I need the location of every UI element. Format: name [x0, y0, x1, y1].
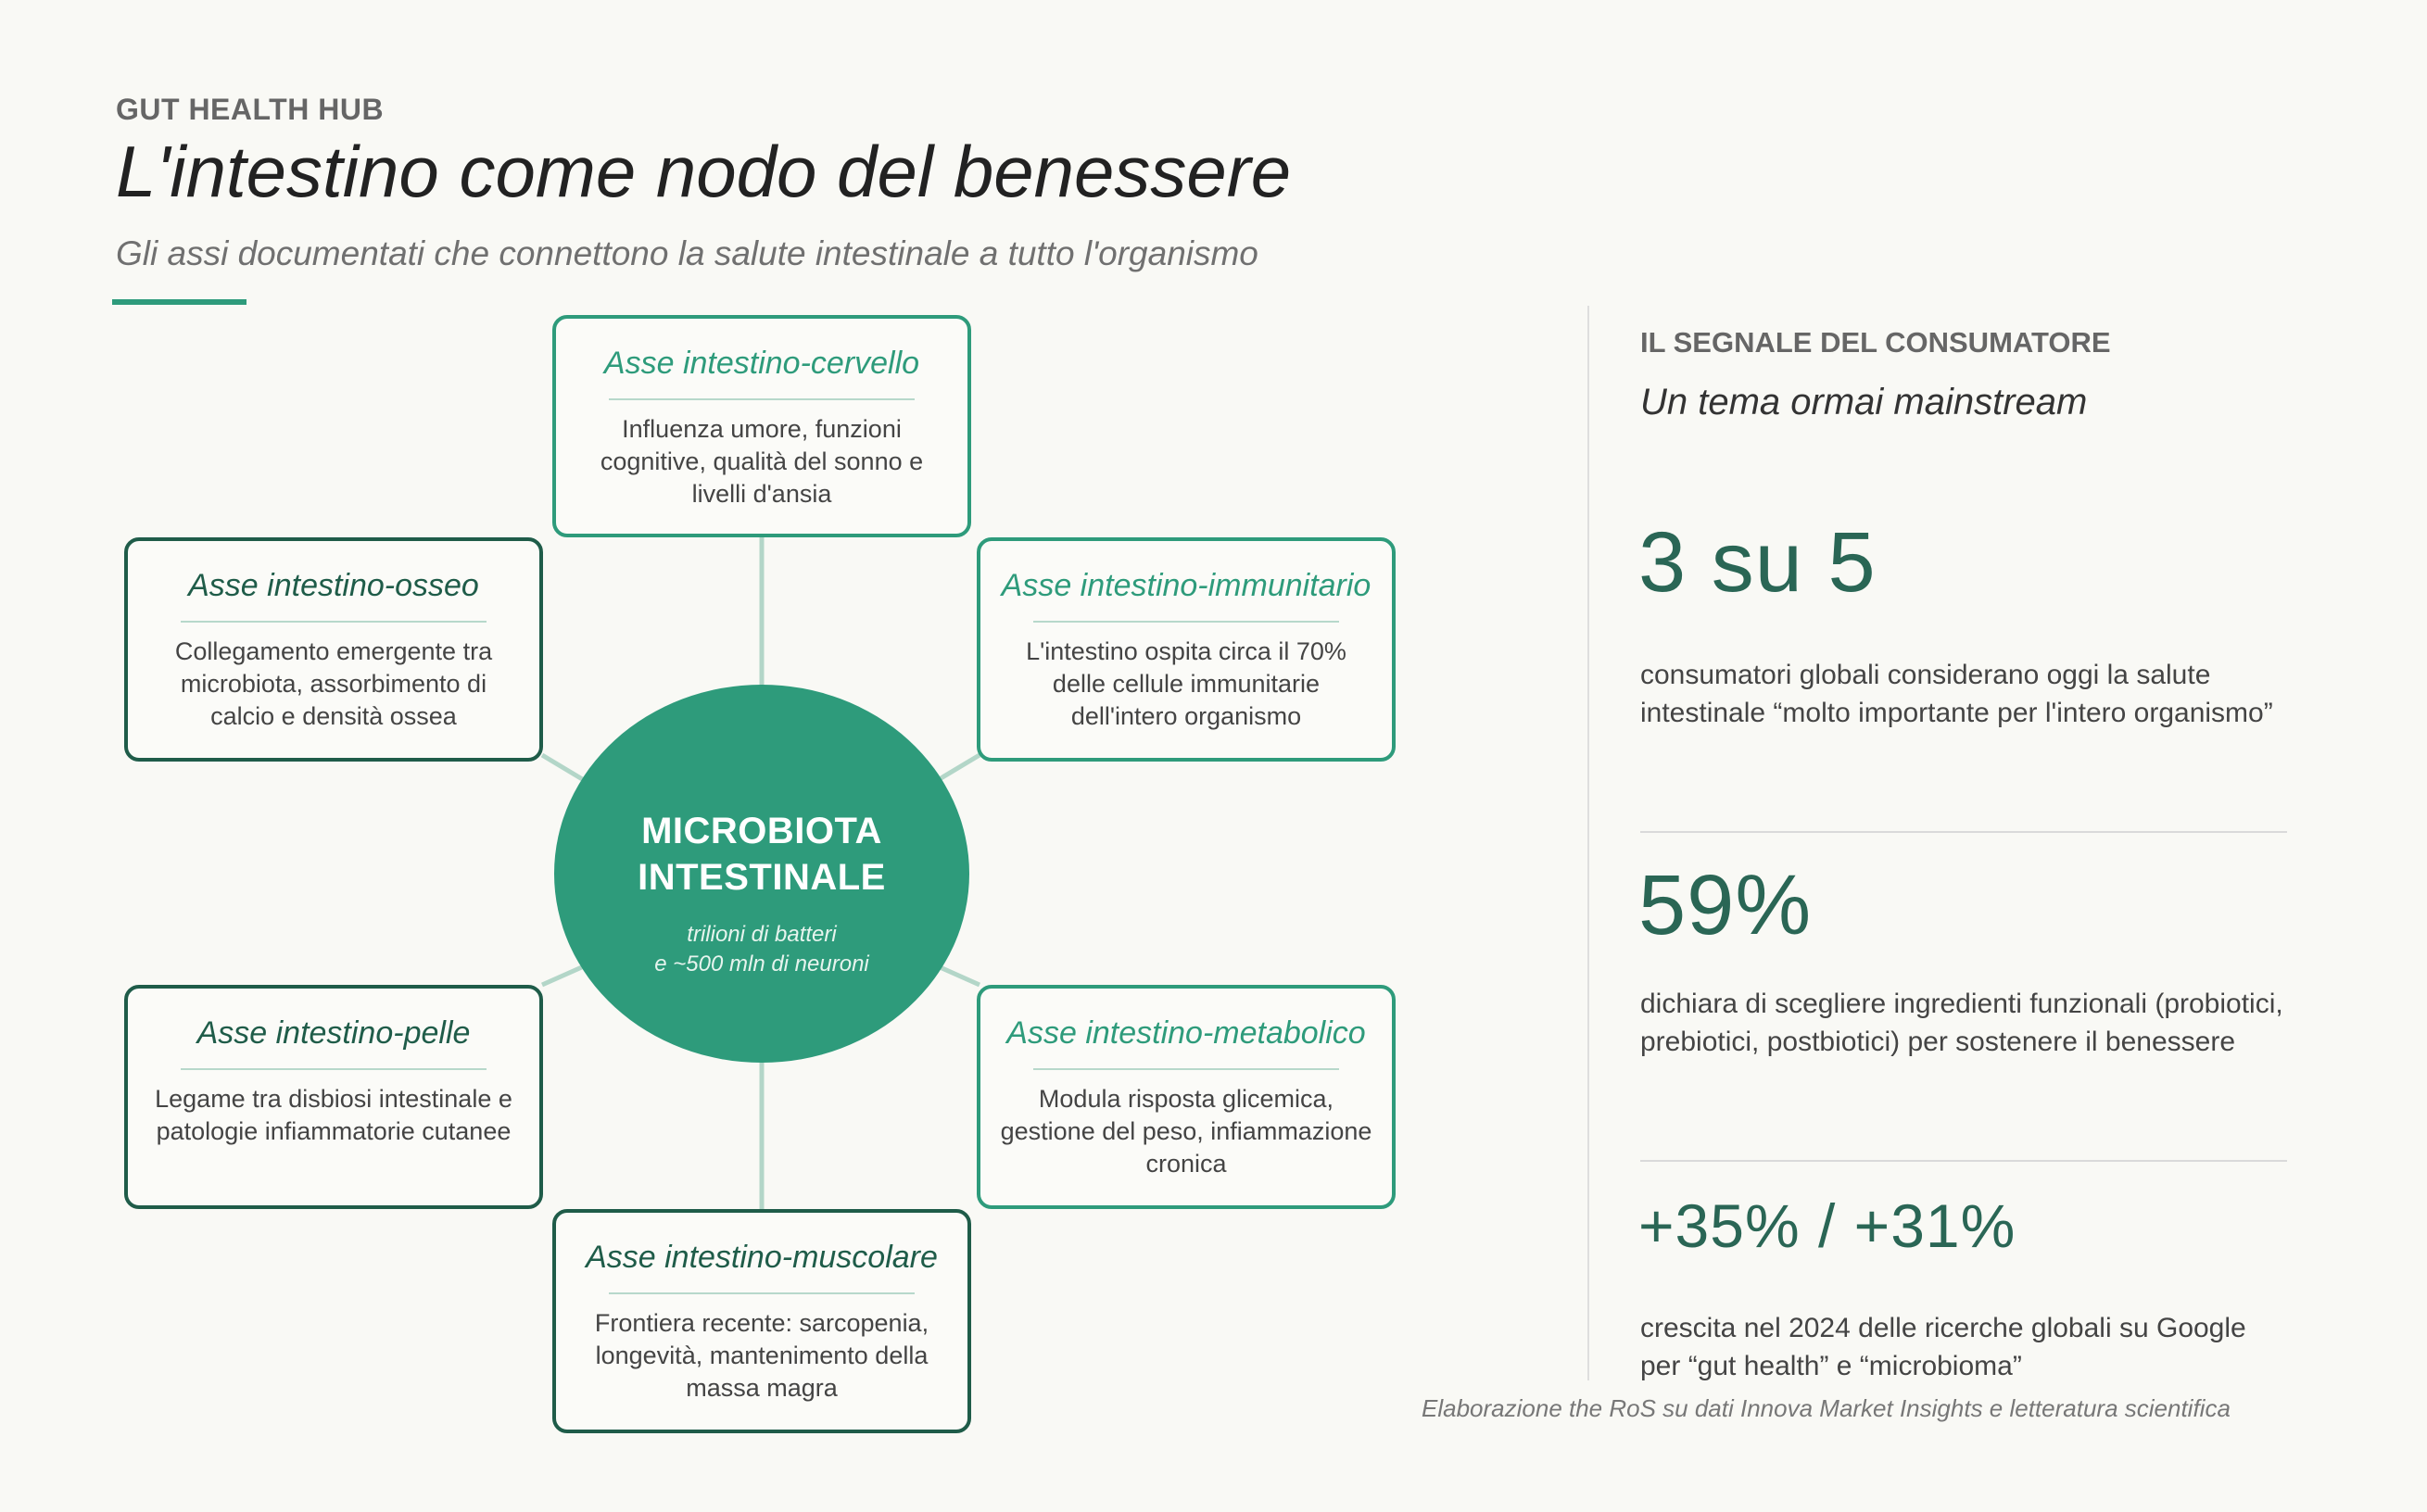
- hub-eyebrow: GUT HEALTH HUB: [116, 93, 385, 126]
- axis-title-osseo: Asse intestino-osseo: [188, 568, 479, 603]
- panel-eyebrow: IL SEGNALE DEL CONSUMATORE: [1640, 326, 2111, 359]
- axis-title-pelle: Asse intestino-pelle: [196, 1015, 471, 1051]
- source-note: Elaborazione the RoS su dati Innova Market Insights e letteratura scientifica: [1422, 1394, 2231, 1422]
- axis-card-immunitario: [977, 537, 1396, 762]
- microbiota-hub: [554, 685, 969, 1063]
- connector-immunitario: [938, 755, 980, 780]
- page-title: L'intestino come nodo del benessere: [116, 131, 1292, 212]
- axis-desc-cervello: Influenza umore, funzioni cognitive, qualità del sonno e livelli d'ansia: [600, 415, 924, 508]
- hub-title: [554, 808, 969, 901]
- axis-card-osseo: [124, 537, 543, 762]
- stat-separator: [1640, 831, 2287, 833]
- stat-value-1: 3 su 5: [1638, 515, 1877, 610]
- axis-divider: [609, 398, 915, 400]
- stat-desc-2: dichiara di scegliere ingredienti funzionali (probiotici, prebiotici, postbiotici) per sostenere il benessere: [1640, 989, 2283, 1057]
- axis-divider: [1033, 1068, 1339, 1070]
- axis-desc-pelle: Legame tra disbiosi intestinale e patologie infiammatorie cutanee: [155, 1085, 512, 1145]
- axis-card-pelle: [124, 985, 543, 1209]
- stat-desc-1: consumatori globali considerano oggi la salute intestinale “molto importante per l'intero organismo”: [1640, 660, 2273, 728]
- axis-desc-muscolare: Frontiera recente: sarcopenia, longevità, mantenimento della massa magra: [594, 1309, 929, 1402]
- axis-divider: [1033, 621, 1339, 623]
- axis-title-metabolico: Asse intestino-metabolico: [1006, 1015, 1366, 1051]
- axis-card-cervello: [552, 315, 971, 537]
- axis-desc-metabolico: Modula risposta glicemica, gestione del peso, infiammazione cronica: [1000, 1085, 1372, 1178]
- hub-subtitle: [554, 920, 969, 979]
- hub-title-text: MICROBIOTA INTESTINALE: [638, 811, 886, 898]
- axis-desc-immunitario: L'intestino ospita circa il 70% delle cellule immunitarie dell'intero organismo: [1026, 637, 1346, 730]
- hub-subtitle-line1: trilioni di batteri: [687, 922, 837, 947]
- connector-osseo: [542, 755, 584, 780]
- stat-value-3: +35% / +31%: [1638, 1191, 2016, 1260]
- axis-divider: [181, 1068, 487, 1070]
- page-subtitle: Gli assi documentati che connettono la salute intestinale a tutto l'organismo: [116, 234, 1258, 272]
- hub-subtitle-line2: e ~500 mln di neuroni: [654, 951, 869, 976]
- panel-divider: [1587, 306, 1589, 1380]
- panel-tagline: Un tema ormai mainstream: [1640, 382, 2088, 422]
- axis-card-muscolare: [552, 1209, 971, 1433]
- axis-title-cervello: Asse intestino-cervello: [603, 346, 920, 381]
- stat-value-2: 59%: [1638, 858, 1813, 952]
- axis-title-muscolare: Asse intestino-muscolare: [586, 1240, 938, 1275]
- axis-title-immunitario: Asse intestino-immunitario: [1001, 568, 1372, 603]
- axis-card-metabolico: [977, 985, 1396, 1209]
- axis-divider: [181, 621, 487, 623]
- axis-divider: [609, 1292, 915, 1294]
- stat-desc-3: crescita nel 2024 delle ricerche globali su Google per “gut health” e “microbioma”: [1640, 1313, 2246, 1381]
- stat-separator: [1640, 1160, 2287, 1162]
- axis-desc-osseo: Collegamento emergente tra microbiota, assorbimento di calcio e densità ossea: [174, 637, 493, 730]
